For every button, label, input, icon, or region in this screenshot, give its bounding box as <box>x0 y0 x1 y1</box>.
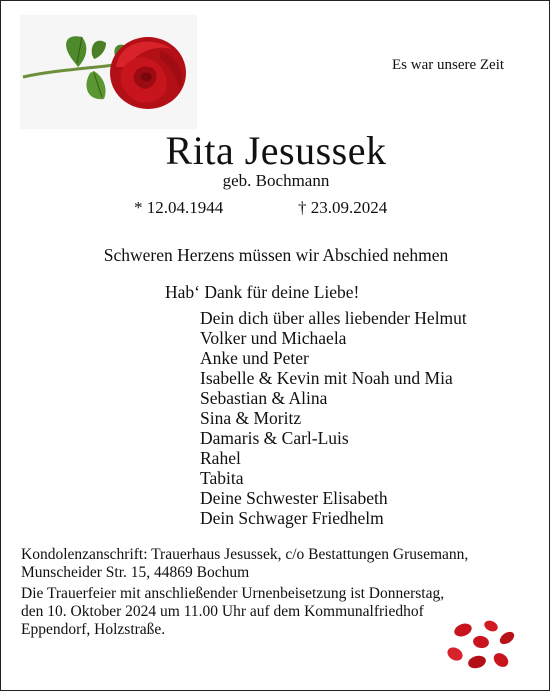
motto-text: Es war unsere Zeit <box>392 57 505 73</box>
mourner-line: Isabelle & Kevin mit Noah und Mia <box>200 368 453 388</box>
mourner-line: Sebastian & Alina <box>200 388 328 408</box>
condolence-line: Munscheider Str. 15, 44869 Bochum <box>21 564 250 581</box>
deceased-name: Rita Jesussek <box>165 128 387 173</box>
mourner-line: Damaris & Carl-Luis <box>200 428 349 448</box>
funeral-notice <box>21 585 444 639</box>
mourner-line: Volker und Michaela <box>200 328 347 348</box>
thanks-line: Hab‘ Dank für deine Liebe! <box>165 282 360 302</box>
funeral-line: Die Trauerfeier mit anschließender Urnenbeisetzung ist Donnerstag, <box>21 585 445 602</box>
funeral-line: den 10. Oktober 2024 um 11.00 Uhr auf dem Kommunalfriedhof <box>21 603 424 620</box>
mourner-line: Sina & Moritz <box>200 408 302 428</box>
mourner-line: Deine Schwester Elisabeth <box>200 488 388 508</box>
mourner-line: Anke und Peter <box>200 348 309 368</box>
birth-date: * 12.04.1944 <box>134 198 224 217</box>
farewell-line: Schweren Herzens müssen wir Abschied nehmen <box>103 245 449 265</box>
mourner-line: Rahel <box>200 448 241 468</box>
mourners-list <box>200 308 467 528</box>
mourner-line: Tabita <box>200 468 244 488</box>
rose-petals-icon <box>441 618 521 674</box>
maiden-name: geb. Bochmann <box>222 171 330 190</box>
red-rose-photo <box>20 15 197 129</box>
condolence-address <box>21 546 468 582</box>
condolence-line: Kondolenzanschrift: Trauerhaus Jesussek, c/o Bestattungen Grusemann, <box>21 546 469 563</box>
mourner-line: Dein Schwager Friedhelm <box>200 508 384 528</box>
funeral-line: Eppendorf, Holzstraße. <box>21 621 166 638</box>
death-date: † 23.09.2024 <box>298 198 388 217</box>
rose-icon <box>20 15 197 129</box>
mourner-line: Dein dich über alles liebender Helmut <box>200 308 467 328</box>
